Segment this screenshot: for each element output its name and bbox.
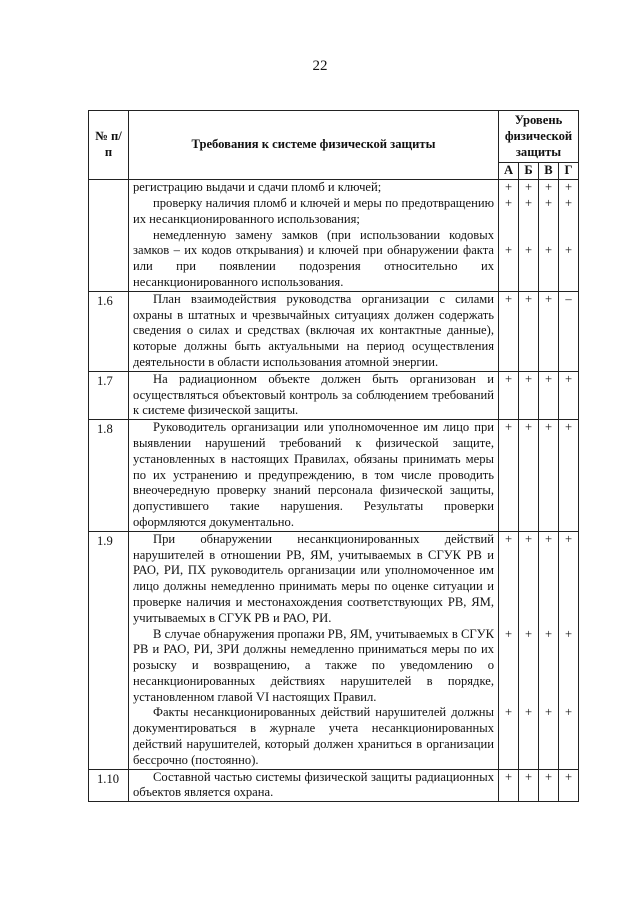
requirement-text	[129, 180, 499, 292]
level-mark: +	[524, 243, 533, 258]
level-mark-cell	[559, 531, 579, 769]
level-mark	[539, 595, 558, 611]
level-mark: +	[504, 371, 513, 386]
level-mark	[559, 548, 578, 564]
level-mark: +	[544, 243, 553, 258]
level-mark-cell	[559, 371, 579, 419]
level-mark	[559, 611, 578, 627]
level-mark: +	[504, 420, 513, 435]
level-mark	[519, 563, 538, 579]
level-mark	[539, 611, 558, 627]
level-mark	[539, 548, 558, 564]
level-mark	[519, 658, 538, 674]
level-mark	[519, 595, 538, 611]
level-mark: +	[524, 705, 533, 720]
row-number: 1.10	[89, 769, 129, 802]
level-mark: +	[544, 291, 553, 306]
level-mark	[499, 674, 518, 690]
level-v: В	[539, 163, 559, 180]
level-mark: +	[544, 626, 553, 641]
requirement-paragraph: На радиационном объекте должен быть организован и осуществляться объектовый контроль за соблюдением требований к системе физической защиты.	[133, 371, 494, 418]
level-mark	[539, 563, 558, 579]
level-mark: +	[524, 769, 533, 784]
level-mark: +	[524, 180, 533, 195]
level-mark: +	[504, 180, 513, 195]
level-mark: +	[504, 769, 513, 784]
requirement-text	[129, 420, 499, 532]
requirement-paragraph: План взаимодействия руководства организации с силами охраны в штатных и чрезвычайных ситуациях должен содержать сведения о силах и средствах (включая их контактные данные), которые должны быть актуальными на период осуществления деятельности в области использования атомной энергии.	[133, 291, 494, 369]
level-mark	[519, 212, 538, 228]
level-mark	[519, 228, 538, 244]
level-mark-cell	[519, 769, 539, 802]
level-mark: +	[564, 180, 573, 195]
level-mark: +	[544, 180, 553, 195]
level-mark: +	[544, 769, 553, 784]
table-row	[89, 291, 579, 371]
level-mark-cell	[539, 531, 559, 769]
level-mark	[519, 674, 538, 690]
requirement-text	[129, 531, 499, 769]
level-mark-cell	[539, 371, 559, 419]
level-mark: +	[544, 195, 553, 210]
level-mark-cell	[499, 420, 519, 532]
level-mark	[499, 658, 518, 674]
level-mark: +	[544, 420, 553, 435]
level-mark	[559, 674, 578, 690]
requirement-paragraph: Руководитель организации или уполномоченное им лицо при выявлении нарушений требований к физической защите, установленных в настоящих Правилах, обязаны принимать меры по их устранению и предупреждению, в том числе проводить внеочередную проверку знаний персонала физической защиты, допустившего такие нарушения. Результаты проверки оформляются документально.	[133, 420, 494, 529]
requirement-paragraph: Факты несанкционированных действий нарушителей должны документироваться в журнале учета несанкционированных действий нарушителей, который должен храниться в организации бессрочно (постоянно).	[133, 705, 494, 767]
row-number: 1.7	[89, 371, 129, 419]
level-mark: +	[524, 531, 533, 546]
level-mark-cell	[519, 371, 539, 419]
level-mark: +	[564, 705, 573, 720]
level-mark-cell	[519, 531, 539, 769]
level-mark-cell	[539, 291, 559, 371]
level-mark: +	[504, 531, 513, 546]
level-a: А	[499, 163, 519, 180]
row-number: 1.9	[89, 531, 129, 769]
level-mark	[539, 658, 558, 674]
level-mark: +	[564, 195, 573, 210]
level-mark: +	[564, 243, 573, 258]
level-mark	[559, 579, 578, 595]
table-row	[89, 769, 579, 802]
table-body	[89, 180, 579, 802]
level-mark: +	[504, 243, 513, 258]
level-mark	[499, 595, 518, 611]
level-mark	[539, 690, 558, 706]
level-mark	[539, 228, 558, 244]
table-row	[89, 531, 579, 769]
header-protection-level: Уровень физической защиты	[499, 111, 579, 163]
level-mark: +	[524, 626, 533, 641]
level-mark: +	[504, 195, 513, 210]
row-number: 1.8	[89, 420, 129, 532]
level-mark	[519, 611, 538, 627]
table-row	[89, 420, 579, 532]
requirement-paragraph: регистрацию выдачи и сдачи пломб и ключей;	[133, 180, 382, 195]
requirement-paragraph: В случае обнаружения пропажи РВ, ЯМ, учитываемых в СГУК РВ и РАО, РИ, ЗРИ должны немедленно приниматься меры по их розыску и возвращению, а также по уведомлению о несанкционированных действиях нарушителей в порядке, установленном главой VI настоящих Правил.	[133, 626, 494, 704]
level-mark: +	[524, 291, 533, 306]
level-mark: +	[524, 420, 533, 435]
level-mark	[559, 563, 578, 579]
table-row	[89, 371, 579, 419]
requirement-text	[129, 291, 499, 371]
level-mark	[499, 548, 518, 564]
requirement-paragraph: Составной частью системы физической защиты радиационных объектов является охрана.	[133, 769, 494, 800]
level-mark	[519, 548, 538, 564]
level-mark	[559, 690, 578, 706]
level-mark: +	[564, 531, 573, 546]
requirements-table	[88, 110, 579, 802]
level-mark-cell	[539, 420, 559, 532]
level-mark	[499, 228, 518, 244]
level-mark-cell	[519, 291, 539, 371]
level-mark-cell	[559, 180, 579, 292]
level-mark-cell	[499, 180, 519, 292]
level-mark	[499, 642, 518, 658]
level-mark	[539, 212, 558, 228]
level-mark: +	[524, 371, 533, 386]
requirement-paragraph: проверку наличия пломб и ключей и меры по предотвращению их несанкционированного использования;	[133, 195, 494, 226]
level-mark: +	[564, 626, 573, 641]
level-mark	[519, 642, 538, 658]
level-mark	[539, 642, 558, 658]
level-mark-cell	[559, 420, 579, 532]
header-number: № п/п	[89, 111, 129, 180]
level-mark	[559, 642, 578, 658]
requirement-text	[129, 371, 499, 419]
level-mark	[499, 579, 518, 595]
level-mark: +	[564, 371, 573, 386]
level-mark	[519, 579, 538, 595]
level-mark: +	[564, 420, 573, 435]
requirement-paragraph: немедленную замену замков (при использовании кодовых замков – их кодов открывания) и ключей при обнаружении факта или при появлении подозрения относительно их несанкционированного использования.	[133, 227, 494, 289]
level-mark	[499, 212, 518, 228]
level-mark	[559, 212, 578, 228]
level-mark	[559, 595, 578, 611]
level-mark	[499, 690, 518, 706]
level-mark: +	[544, 705, 553, 720]
level-mark	[499, 563, 518, 579]
level-mark-cell	[499, 531, 519, 769]
page-number: 22	[312, 58, 328, 74]
level-g: Г	[559, 163, 579, 180]
level-mark	[539, 674, 558, 690]
level-mark-cell	[539, 180, 559, 292]
level-b: Б	[519, 163, 539, 180]
requirement-text	[129, 769, 499, 802]
level-mark	[499, 611, 518, 627]
level-mark-cell	[559, 291, 579, 371]
level-mark	[559, 228, 578, 244]
level-mark-cell	[519, 180, 539, 292]
level-mark: +	[544, 531, 553, 546]
level-mark: +	[504, 705, 513, 720]
level-mark-cell	[519, 420, 539, 532]
header-requirements: Требования к системе физической защиты	[129, 111, 499, 180]
level-mark: +	[564, 769, 573, 784]
level-mark: +	[544, 371, 553, 386]
requirement-paragraph: При обнаружении несанкционированных действий нарушителей в отношении РВ, ЯМ, учитываемых в СГУК РВ и РАО, РИ, ПХ руководитель организации или уполномоченное им лицо должны немедленно принимать меры по оценке ситуации и проверке наличия и местонахождения соответствующих РВ, ЯМ, учитываемых в СГУК РВ и РАО, РИ.	[133, 531, 494, 625]
level-mark: –	[565, 291, 572, 306]
level-mark-cell	[559, 769, 579, 802]
level-mark	[559, 658, 578, 674]
level-mark	[519, 690, 538, 706]
level-mark-cell	[499, 291, 519, 371]
level-mark-cell	[539, 769, 559, 802]
level-mark: +	[504, 291, 513, 306]
level-mark-cell	[499, 769, 519, 802]
table-row	[89, 180, 579, 292]
row-number: 1.6	[89, 291, 129, 371]
level-mark-cell	[499, 371, 519, 419]
row-number	[89, 180, 129, 292]
level-mark	[539, 579, 558, 595]
level-mark: +	[524, 195, 533, 210]
level-mark: +	[504, 626, 513, 641]
